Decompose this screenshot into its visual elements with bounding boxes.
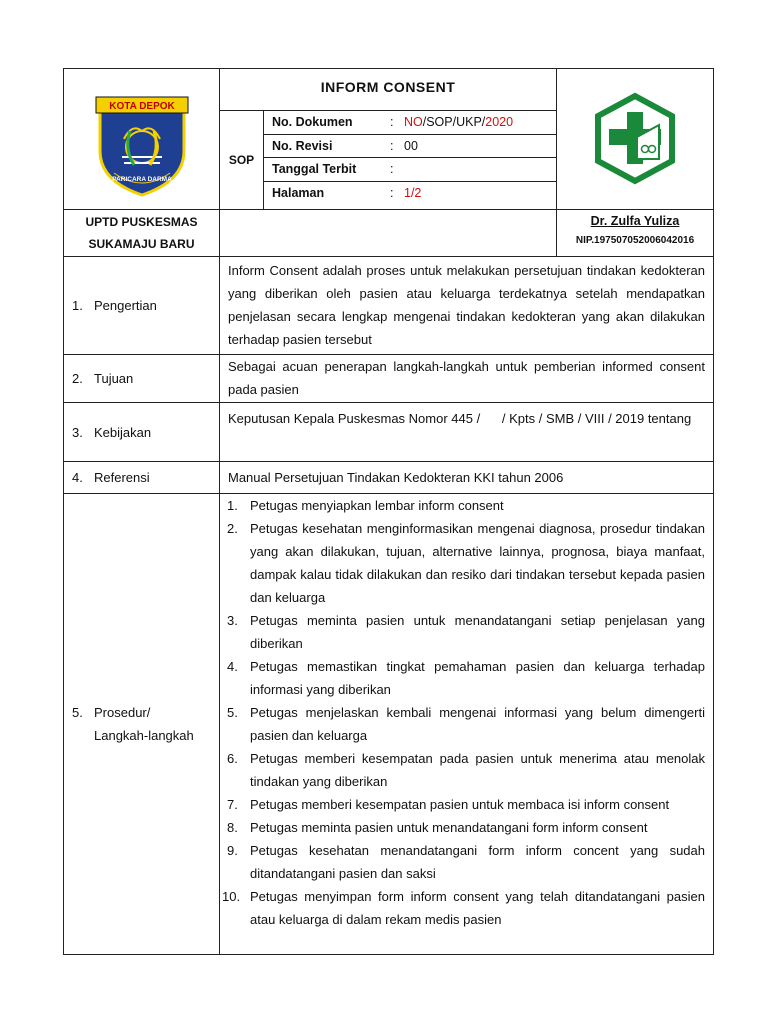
meta-value: 00: [404, 138, 418, 153]
list-item: [228, 839, 705, 885]
step-number: 8.: [227, 820, 238, 835]
organization-name: [64, 210, 220, 256]
section-row-tujuan: [64, 355, 713, 403]
procedure-step-list: [222, 494, 705, 931]
document-title: INFORM CONSENT: [220, 69, 556, 111]
meta-separator: :: [390, 185, 394, 200]
meta-key: No. Revisi: [272, 138, 333, 153]
meta-separator: :: [390, 162, 394, 176]
svg-text:PARICARA DARMA: PARICARA DARMA: [112, 176, 172, 183]
sop-label: SOP: [220, 111, 264, 209]
step-text: Petugas meminta pasien untuk menandatangani setiap penjelasan yang diberikan: [250, 613, 705, 651]
step-number: 9.: [227, 843, 238, 858]
step-number: 3.: [227, 613, 238, 628]
doc-number-year: 2020: [485, 115, 514, 129]
section-title: Tujuan: [94, 371, 134, 386]
section-row-prosedur: [64, 494, 713, 954]
logo-cell: [64, 69, 220, 209]
subheader-blank: [220, 210, 557, 256]
section-number: 4.: [72, 470, 83, 485]
org-line-2: SUKAMAJU BARU: [88, 237, 195, 251]
meta-value: 1/2: [404, 185, 422, 200]
signer-name: Dr. Zulfa Yuliza: [590, 214, 680, 228]
meta-row-halaman: [264, 182, 557, 206]
org-line-1: UPTD PUSKESMAS: [85, 215, 198, 229]
sop-document: [63, 68, 714, 955]
section-row-kebijakan: [64, 403, 713, 462]
meta-row-tanggal-terbit: [264, 158, 557, 182]
section-row-referensi: [64, 462, 713, 494]
section-text: Keputusan Kepala Puskesmas Nomor 445 / / Kpts / SMB / VIII / 2019 tentang: [228, 411, 692, 426]
meta-separator: :: [390, 115, 394, 129]
step-text: Petugas meminta pasien untuk menandatangani form inform consent: [250, 820, 648, 835]
puskesmas-logo-cell: [557, 69, 713, 209]
step-text: Petugas menjelaskan kembali mengenai informasi yang belum dimengerti pasien dan keluarga: [250, 705, 705, 743]
list-item: [228, 655, 705, 701]
signer-block: [557, 210, 713, 256]
kota-depok-emblem: [64, 69, 220, 209]
document-subheader: [64, 210, 713, 257]
list-item: [228, 609, 705, 655]
list-item: [228, 747, 705, 793]
step-text: Petugas memberi kesempatan pasien untuk membaca isi inform consent: [250, 797, 670, 812]
document-header: [64, 69, 713, 210]
list-item: [228, 517, 705, 609]
step-number: 4.: [227, 659, 238, 674]
meta-row-no-revisi: [264, 135, 557, 159]
document-meta: [264, 111, 557, 205]
section-label: [64, 494, 220, 954]
step-number: 10.: [222, 889, 241, 904]
doc-number-code: /SOP/UKP/: [422, 115, 486, 129]
section-title: Pengertian: [94, 298, 157, 313]
list-item: [228, 793, 705, 816]
header-middle: [220, 69, 557, 209]
step-number: 2.: [227, 521, 238, 536]
section-label: [64, 355, 220, 402]
section-title: Referensi: [94, 470, 150, 485]
section-label: [64, 403, 220, 461]
meta-key: Halaman: [272, 185, 325, 200]
signer-nip: NIP.197507052006042016: [575, 235, 695, 246]
list-item: [228, 701, 705, 747]
section-number: 2.: [72, 371, 83, 386]
section-row-pengertian: [64, 257, 713, 355]
step-text: Petugas memberi kesempatan pada pasien untuk menerima atau menolak tindakan yang diberikan: [250, 751, 705, 789]
section-text: Inform Consent adalah proses untuk melakukan persetujuan tindakan kedokteran yang diberikan oleh pasien atau keluarga terdekatnya setelah mendapatkan penjelasan secara lengkap mengenai tindakan kedokteran yang akan dilakukan terhadap pasien tersebut: [228, 263, 705, 347]
section-number: 1.: [72, 298, 83, 313]
meta-value: [404, 115, 513, 129]
section-number: 5.: [72, 705, 83, 720]
list-item: [228, 816, 705, 839]
puskesmas-logo-icon: [557, 69, 713, 209]
section-title: [94, 701, 194, 747]
meta-key: No. Dokumen: [272, 115, 353, 129]
procedure-steps: [220, 494, 713, 954]
step-number: 5.: [227, 705, 238, 720]
step-text: Petugas kesehatan menandatangani form inform concent yang sudah ditandatangani pasien dan saksi: [250, 843, 705, 881]
meta-key: Tanggal Terbit: [272, 162, 357, 176]
svg-text:KOTA DEPOK: KOTA DEPOK: [109, 101, 175, 112]
step-number: 6.: [227, 751, 238, 766]
step-number: 1.: [227, 498, 238, 513]
list-item: [222, 885, 705, 931]
section-label: [64, 257, 220, 354]
section-text: Manual Persetujuan Tindakan Kedokteran KKI tahun 2006: [228, 470, 564, 485]
doc-number-prefix: NO: [404, 115, 423, 129]
step-text: Petugas kesehatan menginformasikan mengenai diagnosa, prosedur tindakan yang akan dilakukan, tujuan, alternative lainnya, prognosa, biaya manfaat, dampak kalau tidak dilakukan dan resiko dari tindakan tersebut kepada pasien dan keluarga: [250, 521, 705, 605]
section-text: Sebagai acuan penerapan langkah-langkah untuk pemberian informed consent pada pasien: [228, 359, 705, 397]
meta-row-no-dokumen: [264, 111, 557, 135]
step-text: Petugas menyimpan form inform consent yang telah ditandatangani pasien atau keluarga di dalam rekam medis pasien: [250, 889, 705, 927]
section-title-line-2: Langkah-langkah: [94, 728, 194, 743]
step-text: Petugas memastikan tingkat pemahaman pasien dan keluarga terhadap informasi yang diberikan: [250, 659, 705, 697]
section-number: 3.: [72, 424, 83, 440]
section-label: [64, 462, 220, 493]
step-text: Petugas menyiapkan lembar inform consent: [250, 498, 504, 513]
step-number: 7.: [227, 797, 238, 812]
list-item: [228, 494, 705, 517]
section-title: Kebijakan: [94, 424, 152, 440]
section-title-line-1: Prosedur/: [94, 705, 151, 720]
meta-separator: :: [390, 138, 394, 153]
